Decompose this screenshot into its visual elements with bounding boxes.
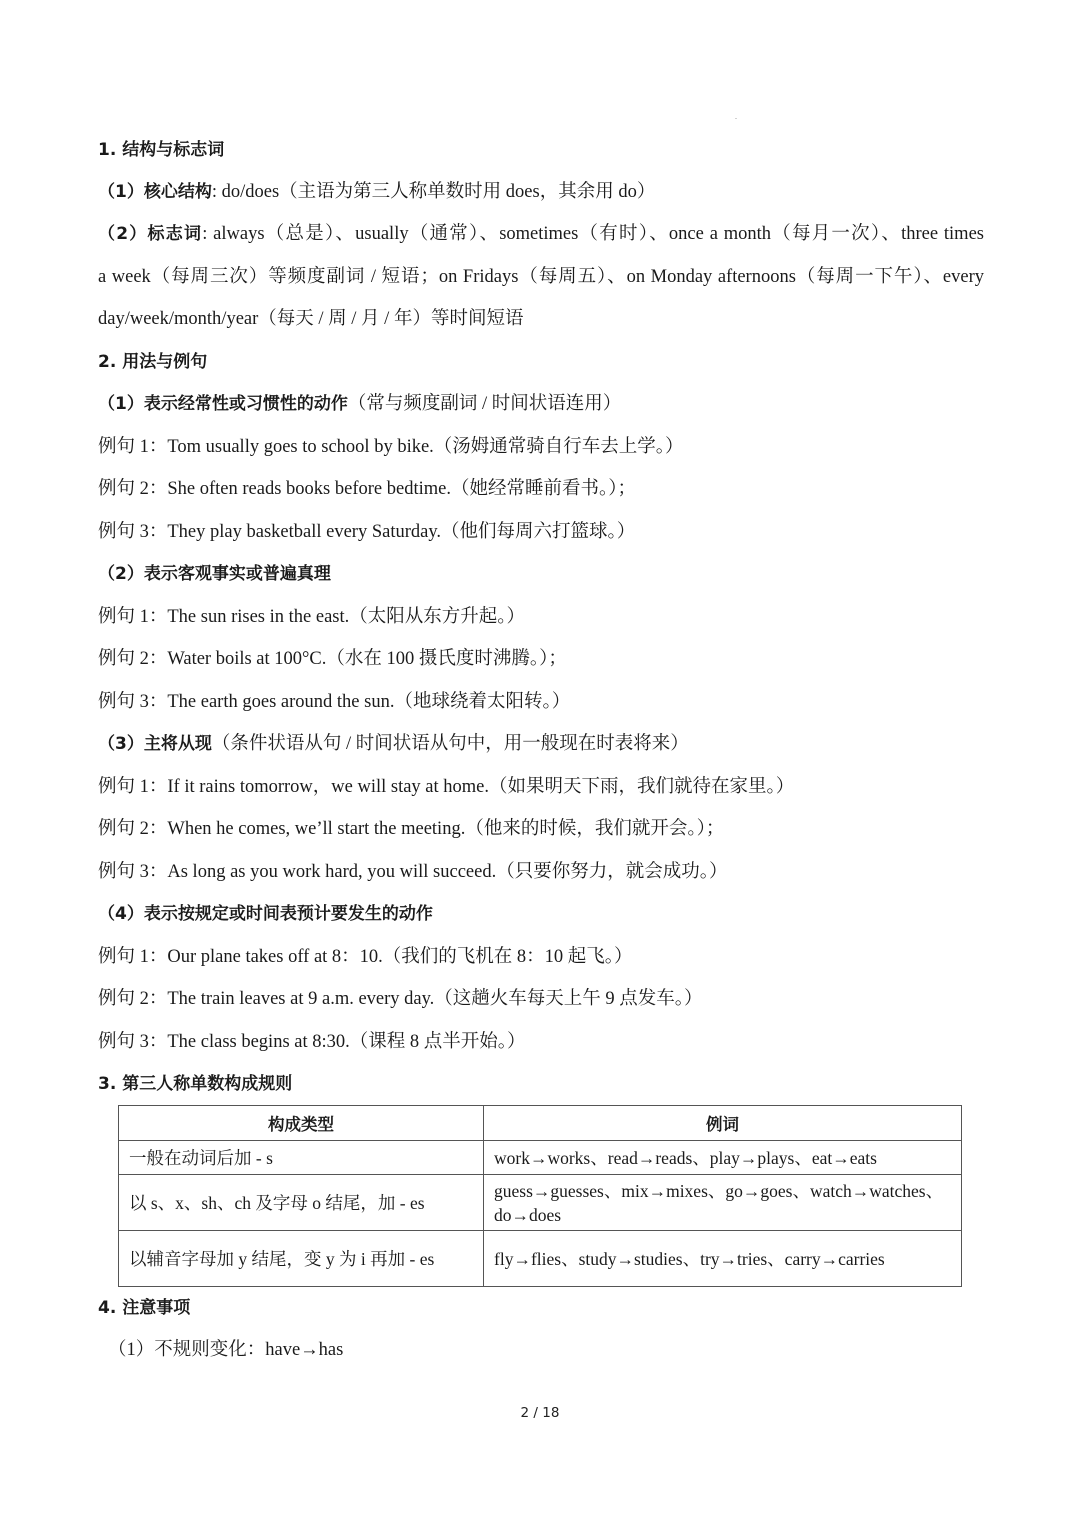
table-row	[119, 1141, 962, 1175]
core-structure-line	[98, 180, 655, 204]
usage-1-note: （常与频度副词 / 时间状语连用）	[347, 394, 622, 414]
rule-type-cell: 以 s、x、sh、ch 及字母 o 结尾，加 - es	[119, 1175, 484, 1231]
rule-type-cell: 一般在动词后加 - s	[119, 1141, 484, 1175]
usage-3-note: （条件状语从句 / 时间状语从句中，用一般现在时表将来）	[211, 734, 689, 754]
signal-words-line-2: a week（每周三次）等频度副词 / 短语；on Fridays（每周五）、on Monday afternoons（每周一下午）、every	[98, 267, 984, 287]
usage-3-heading	[98, 732, 689, 756]
section-4-title: 4. 注意事项	[98, 1298, 191, 1318]
usage-4-example-3: 例句 3：The class begins at 8:30.（课程 8 点半开始。）	[98, 1032, 526, 1052]
rule-example-cell: work→works、read→reads、play→plays、eat→eats	[484, 1141, 962, 1175]
section-3-title: 3. 第三人称单数构成规则	[98, 1074, 293, 1094]
table-row	[119, 1175, 962, 1231]
usage-3-example-1: 例句 1：If it rains tomorrow，we will stay at home.（如果明天下雨，我们就待在家里。）	[98, 777, 795, 797]
note-1: （1）不规则变化：have→has	[108, 1340, 344, 1360]
signal-words-line-1	[98, 222, 984, 246]
usage-1-label: （1）表示经常性或习惯性的动作	[98, 394, 348, 414]
section-1-title: 1. 结构与标志词	[98, 140, 225, 160]
signal-words-text-1: : always（总是）、usually（通常）、sometimes（有时）、once a month（每月一次）、three times	[202, 224, 984, 244]
usage-4-heading	[98, 902, 433, 926]
rule-type-cell: 以辅音字母加 y 结尾，变 y 为 i 再加 - es	[119, 1231, 484, 1287]
usage-3-example-3: 例句 3：As long as you work hard, you will succeed.（只要你努力，就会成功。）	[98, 862, 728, 882]
usage-4-label: （4）表示按规定或时间表预计要发生的动作	[98, 904, 433, 924]
usage-2-label: （2）表示客观事实或普遍真理	[98, 564, 331, 584]
rule-example-cell: guess→guesses、mix→mixes、go→goes、watch→watches、do→does	[484, 1175, 962, 1231]
core-structure-label: （1）核心结构	[98, 182, 212, 202]
page-number: 2 / 18	[520, 1405, 560, 1421]
third-person-rules-table	[118, 1105, 962, 1287]
usage-2-heading	[98, 562, 331, 586]
usage-2-example-2: 例句 2：Water boils at 100°C.（水在 100 摄氏度时沸腾。）；	[98, 649, 567, 669]
core-structure-text: : do/does（主语为第三人称单数时用 does，其余用 do）	[211, 182, 656, 202]
usage-3-example-2: 例句 2：When he comes, we’ll start the meeting.（他来的时候，我们就开会。）；	[98, 819, 725, 839]
usage-2-example-3: 例句 3：The earth goes around the sun.（地球绕着太阳转。）	[98, 692, 571, 712]
section-2-title: 2. 用法与例句	[98, 352, 208, 372]
usage-1-heading	[98, 392, 621, 416]
usage-1-example-1: 例句 1：Tom usually goes to school by bike.（汤姆通常骑自行车去上学。）	[98, 437, 684, 457]
usage-4-example-1: 例句 1：Our plane takes off at 8：10.（我们的飞机在 8：10 起飞。）	[98, 947, 633, 967]
table-header-row	[119, 1106, 962, 1141]
rule-example-cell: fly→flies、study→studies、try→tries、carry→carries	[484, 1231, 962, 1287]
table-header-examples: 例词	[484, 1106, 962, 1141]
signal-words-line-3: day/week/month/year（每天 / 周 / 月 / 年）等时间短语	[98, 309, 524, 329]
scan-dot: .	[735, 112, 737, 121]
usage-4-example-2: 例句 2：The train leaves at 9 a.m. every day.（这趟火车每天上午 9 点发车。）	[98, 989, 703, 1009]
signal-words-label: （2）标志词	[98, 224, 203, 244]
usage-1-example-2: 例句 2：She often reads books before bedtime.（她经常睡前看书。）；	[98, 479, 636, 499]
usage-3-label: （3）主将从现	[98, 734, 212, 754]
table-header-type: 构成类型	[119, 1106, 484, 1141]
usage-1-example-3: 例句 3：They play basketball every Saturday.（他们每周六打篮球。）	[98, 522, 636, 542]
usage-2-example-1: 例句 1：The sun rises in the east.（太阳从东方升起。）	[98, 607, 526, 627]
table-row	[119, 1231, 962, 1287]
